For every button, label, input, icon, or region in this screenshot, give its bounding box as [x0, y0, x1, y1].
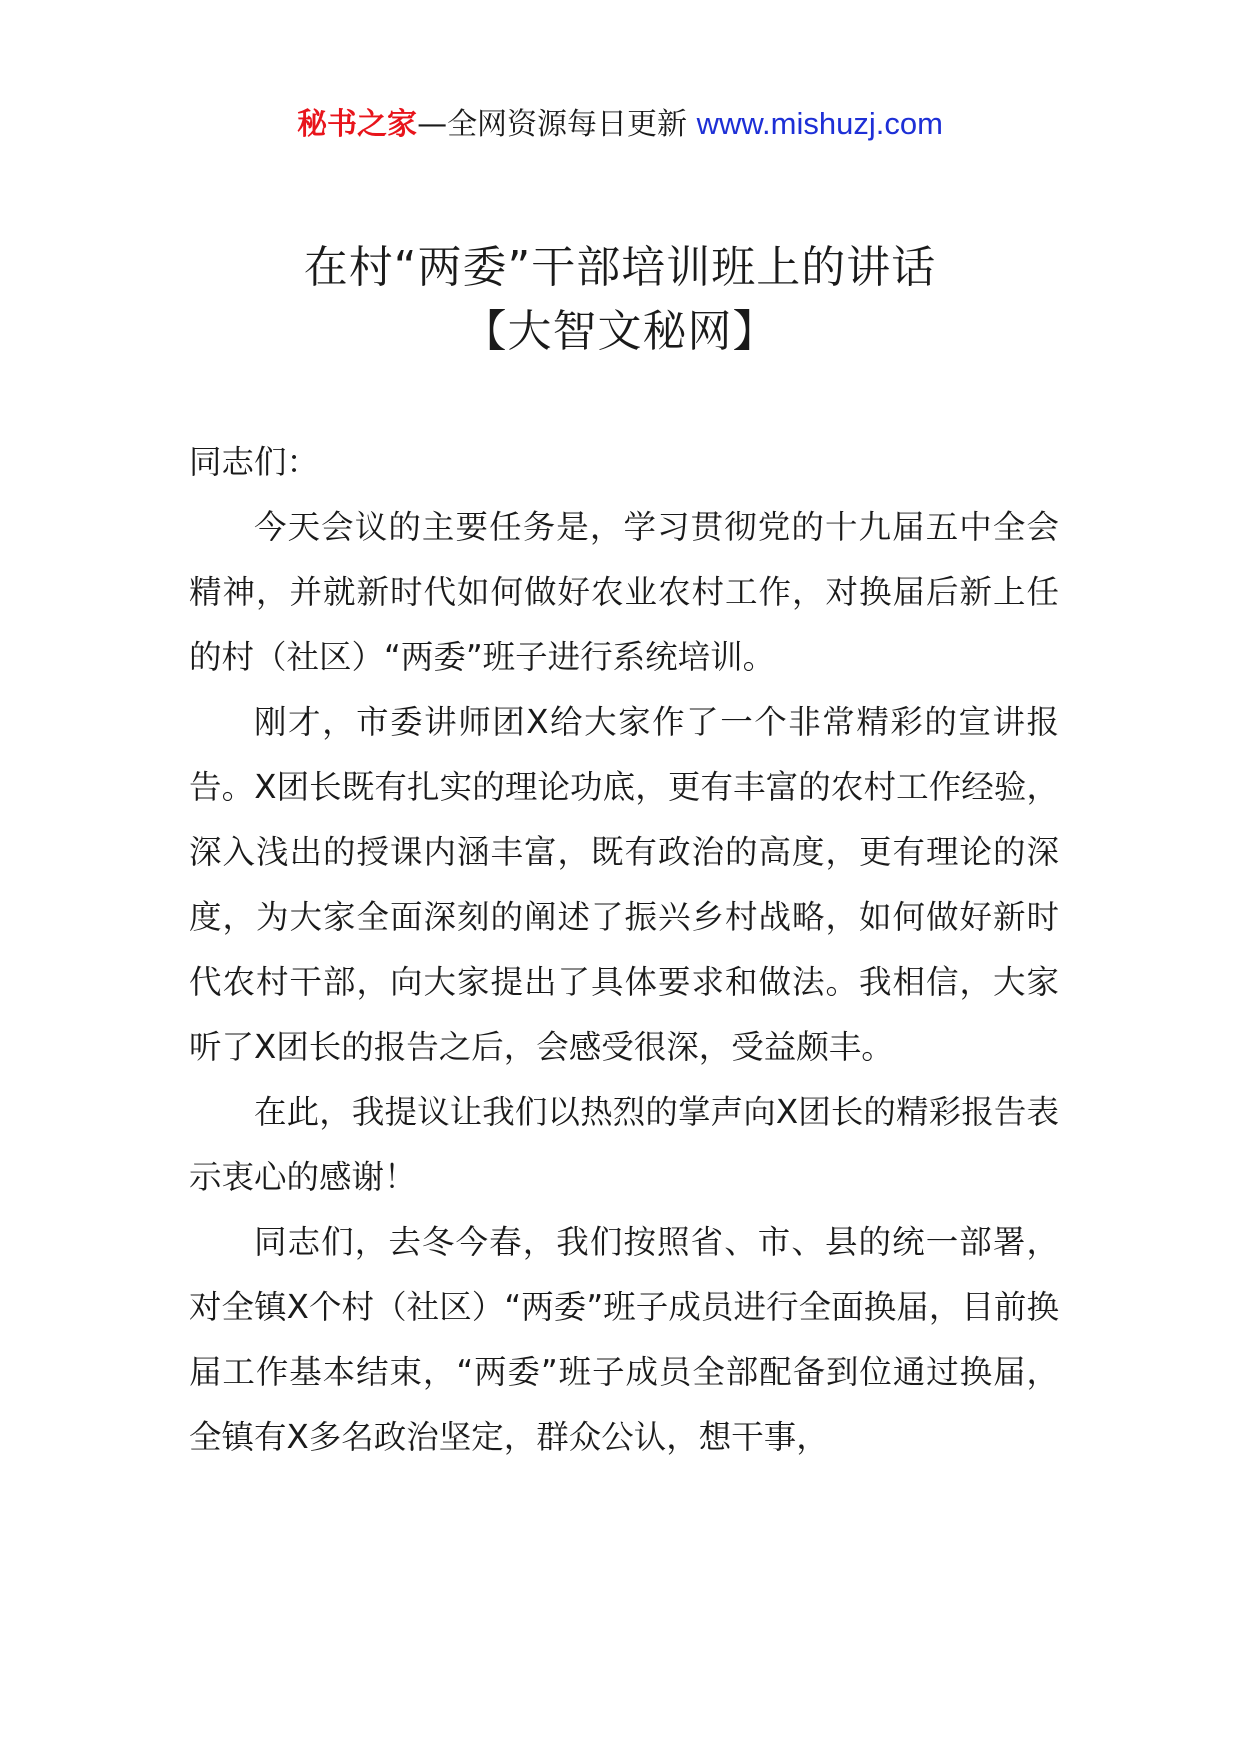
- document-title: [0, 236, 1240, 364]
- site-url-link[interactable]: www.mishuzj.com: [696, 106, 943, 141]
- title-line-2: 【大智文秘网】: [462, 306, 778, 357]
- header-tagline: —全网资源每日更新: [417, 107, 697, 142]
- paragraph-1: 今天会议的主要任务是，学习贯彻党的十九届五中全会精神，并就新时代如何做好农业农村工作，对换届后新上任的村（社区）“两委”班子进行系统培训。: [189, 508, 1059, 676]
- brand-name: 秘书之家: [297, 107, 418, 142]
- salutation: 同志们：: [189, 443, 320, 481]
- paragraph-4: 同志们，去冬今春，我们按照省、市、县的统一部署，对全镇X个村（社区）“两委”班子成员进行全面换届，目前换届工作基本结束，“两委”班子成员全部配备到位通过换届，全镇有X多名政治坚定，群众公认，想干事，: [189, 1223, 1059, 1456]
- paragraph-3: 在此，我提议让我们以热烈的掌声向X团长的精彩报告表示衷心的感谢！: [189, 1093, 1059, 1196]
- page-header: [0, 102, 1240, 147]
- paragraph-2: 刚才，市委讲师团X给大家作了一个非常精彩的宣讲报告。X团长既有扎实的理论功底，更有丰富的农村工作经验，深入浅出的授课内涵丰富，既有政治的高度，更有理论的深度，为大家全面深刻的阐述了振兴乡村战略，如何做好新时代农村干部，向大家提出了具体要求和做法。我相信，大家听了X团长的报告之后，会感受很深，受益颇丰。: [189, 703, 1059, 1066]
- document-body: [189, 430, 1059, 1470]
- title-line-1: 在村“两委”干部培训班上的讲话: [303, 242, 937, 293]
